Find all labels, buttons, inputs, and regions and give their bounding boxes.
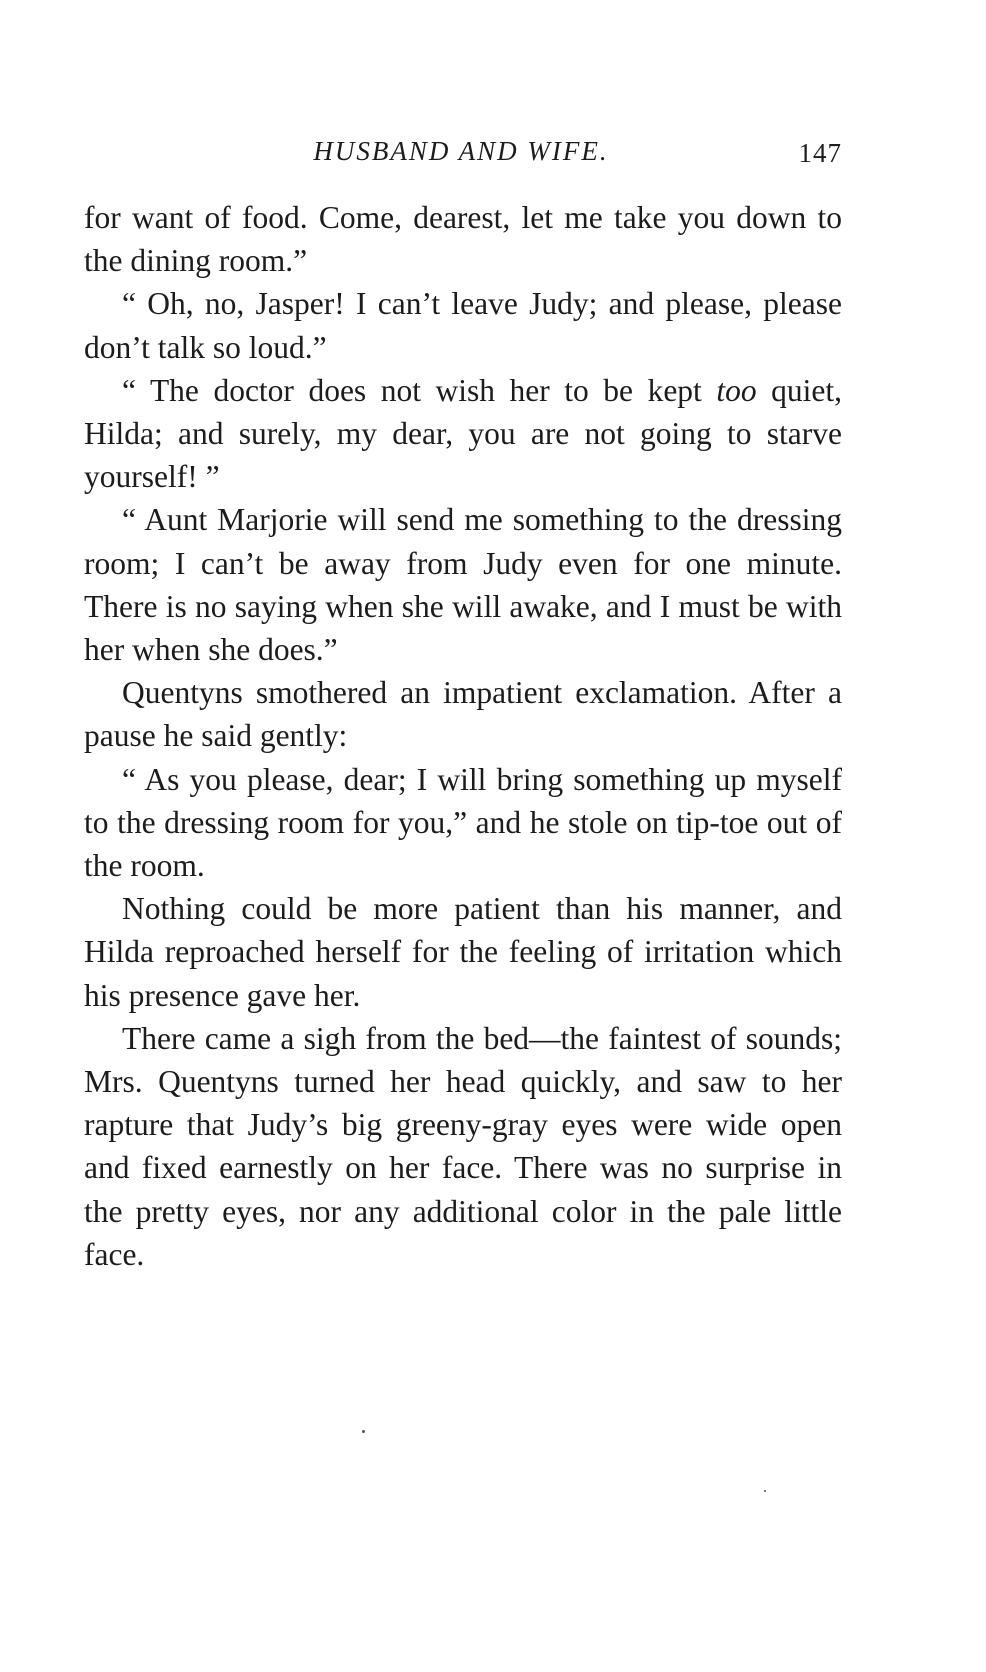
emphasized-word: too: [716, 372, 757, 408]
paragraph: “ Oh, no, Jasper! I can’t leave Judy; and please, please don’t talk so loud.”: [84, 286, 842, 365]
running-head: [80, 136, 842, 176]
paragraph: There came a sigh from the bed—the faintest of sounds; Mrs. Quentyns turned her head quickly, and saw to her rapture that Judy’s big greeny-gray eyes were wide open and fixed earnestly on her face. There was no surprise in the pretty eyes, nor any additional color in the pale little face.: [84, 1020, 842, 1272]
paragraph: “ Aunt Marjorie will send me something to the dressing room; I can’t be away from Judy even for one minute. There is no saying when she will awake, and I must be with her when she does.”: [84, 502, 842, 668]
paragraph: for want of food. Come, dearest, let me take you down to the dining room.”: [84, 200, 842, 279]
print-speck: [362, 1430, 365, 1433]
running-title: HUSBAND AND WIFE.: [313, 136, 609, 166]
paragraph: “ As you please, dear; I will bring something up myself to the dressing room for you,” and he stole on tip-toe out of the room.: [84, 761, 842, 884]
body-text: [84, 196, 842, 1276]
paragraph: Quentyns smothered an impatient exclamation. After a pause he said gently:: [84, 675, 842, 754]
print-speck: [764, 1490, 766, 1492]
paragraph: “ The doctor does not wish her to be kept too quiet, Hilda; and surely, my dear, you are not going to starve yourself! ”: [84, 372, 842, 495]
page-number: 147: [798, 138, 842, 168]
paragraph: Nothing could be more patient than his manner, and Hilda reproached herself for the feeling of irritation which his presence gave her.: [84, 891, 842, 1013]
